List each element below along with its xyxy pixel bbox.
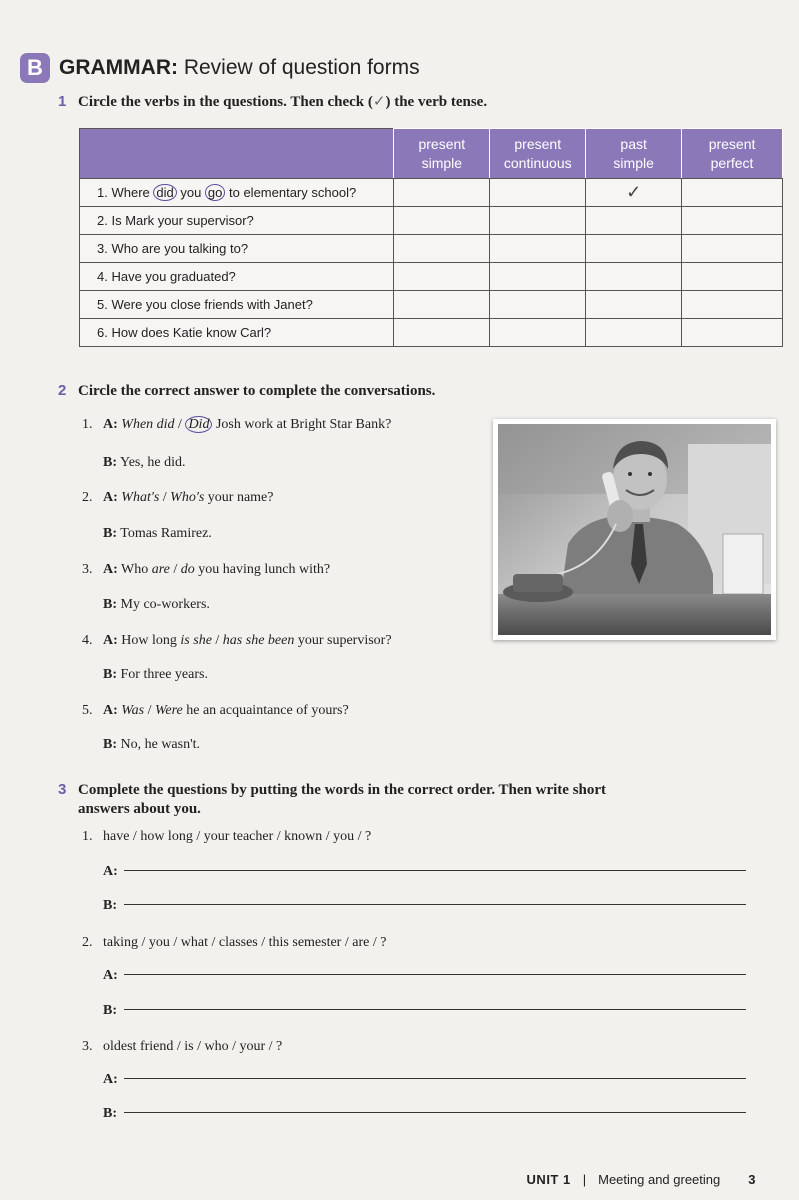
answer-2: B: Tomas Ramirez.	[103, 526, 212, 541]
table-row	[80, 263, 783, 291]
check-cell[interactable]	[682, 179, 783, 207]
unit-topic: Meeting and greeting	[598, 1172, 721, 1187]
table-row	[80, 207, 783, 235]
answer-line[interactable]	[124, 1009, 746, 1010]
check-cell[interactable]	[682, 263, 783, 291]
table-row	[80, 235, 783, 263]
answer-line[interactable]	[124, 1112, 746, 1113]
option-1[interactable]: What's	[121, 490, 160, 505]
section-badge: B	[20, 53, 50, 83]
answer-label-a: A:	[103, 1072, 118, 1087]
check-cell[interactable]	[490, 319, 586, 347]
man-on-phone-illustration	[498, 424, 771, 635]
check-cell[interactable]	[490, 179, 586, 207]
answer-label-b: B:	[103, 898, 117, 913]
check-mark-icon: ✓	[626, 182, 642, 202]
check-cell[interactable]	[682, 291, 783, 319]
verb-tense-table	[79, 128, 783, 347]
check-cell[interactable]	[682, 319, 783, 347]
check-cell[interactable]	[394, 319, 490, 347]
option-1[interactable]: When did	[121, 417, 175, 432]
answer-label-a: A:	[103, 968, 118, 983]
header-present-perfect: present perfect	[682, 129, 783, 179]
check-cell[interactable]	[586, 291, 682, 319]
answer-line[interactable]	[124, 974, 746, 975]
circled-verb: did	[153, 184, 176, 201]
answer-line[interactable]	[124, 904, 746, 905]
scramble-item-1: 1. have / how long / your teacher / known / you / ?	[82, 829, 372, 844]
unit-label: UNIT 1	[526, 1172, 571, 1187]
check-cell[interactable]	[394, 235, 490, 263]
header-present-simple: present simple	[394, 129, 490, 179]
option-2[interactable]: Who's	[170, 490, 205, 505]
check-cell[interactable]	[394, 207, 490, 235]
page-number: 3	[748, 1172, 756, 1187]
conversation-3: 3. A: Who are / do you having lunch with?	[82, 562, 331, 577]
question-cell: 1. Where did you go to elementary school?	[80, 179, 394, 207]
check-cell[interactable]	[586, 263, 682, 291]
table-row	[80, 179, 783, 207]
option-1[interactable]: Was	[121, 703, 145, 718]
option-2[interactable]: do	[180, 562, 195, 577]
photo-man-on-phone	[493, 419, 776, 640]
table-row	[80, 291, 783, 319]
ex3-instruction: 3 Complete the questions by putting the words in the correct order. Then write short answers about you.	[58, 781, 607, 817]
scramble-item-2: 2. taking / you / what / classes / this semester / are / ?	[82, 935, 387, 950]
circled-verb: go	[205, 184, 225, 201]
check-cell[interactable]	[586, 207, 682, 235]
option-2[interactable]: has she been	[222, 633, 295, 648]
check-cell[interactable]	[490, 263, 586, 291]
check-cell[interactable]	[586, 319, 682, 347]
question-cell: 5. Were you close friends with Janet?	[80, 291, 394, 319]
conversation-4: 4. A: How long is she / has she been your supervisor?	[82, 633, 392, 648]
ex2-instruction: 2 Circle the correct answer to complete the conversations.	[58, 382, 436, 399]
answer-4: B: For three years.	[103, 667, 208, 682]
check-cell[interactable]	[490, 235, 586, 263]
check-cell[interactable]	[490, 207, 586, 235]
page-footer: UNIT 1 | Meeting and greeting 3	[526, 1172, 756, 1187]
question-cell: 4. Have you graduated?	[80, 263, 394, 291]
check-cell[interactable]	[682, 235, 783, 263]
check-cell[interactable]	[586, 179, 682, 207]
header-past-simple: past simple	[586, 129, 682, 179]
check-cell[interactable]	[394, 291, 490, 319]
check-cell[interactable]	[490, 291, 586, 319]
check-cell[interactable]	[394, 179, 490, 207]
option-1[interactable]: is she	[180, 633, 212, 648]
header-present-continuous: present continuous	[490, 129, 586, 179]
section-title: GRAMMAR: Review of question forms	[59, 56, 420, 79]
conversation-5: 5. A: Was / Were he an acquaintance of yours?	[82, 703, 349, 718]
header-blank	[80, 129, 394, 179]
question-cell: 6. How does Katie know Carl?	[80, 319, 394, 347]
table-row	[80, 319, 783, 347]
question-cell: 3. Who are you talking to?	[80, 235, 394, 263]
answer-1: B: Yes, he did.	[103, 455, 186, 470]
answer-5: B: No, he wasn't.	[103, 737, 201, 752]
answer-label-b: B:	[103, 1003, 117, 1018]
check-cell[interactable]	[586, 235, 682, 263]
check-cell[interactable]	[394, 263, 490, 291]
ex1-instruction: 1 Circle the verbs in the questions. Then check (✓) the verb tense.	[58, 93, 488, 110]
conversation-1: 1. A: When did / Did Josh work at Bright Star Bank?	[82, 417, 392, 432]
check-cell[interactable]	[682, 207, 783, 235]
scramble-item-3: 3. oldest friend / is / who / your / ?	[82, 1039, 283, 1054]
answer-line[interactable]	[124, 1078, 746, 1079]
answer-label-a: A:	[103, 864, 118, 879]
option-2-circled[interactable]: Did	[185, 416, 212, 433]
answer-label-b: B:	[103, 1106, 117, 1121]
question-cell: 2. Is Mark your supervisor?	[80, 207, 394, 235]
option-1[interactable]: are	[151, 562, 170, 577]
option-2[interactable]: Were	[155, 703, 183, 718]
section-header	[20, 53, 420, 83]
answer-3: B: My co-workers.	[103, 597, 210, 612]
answer-line[interactable]	[124, 870, 746, 871]
conversation-2: 2. A: What's / Who's your name?	[82, 490, 274, 505]
